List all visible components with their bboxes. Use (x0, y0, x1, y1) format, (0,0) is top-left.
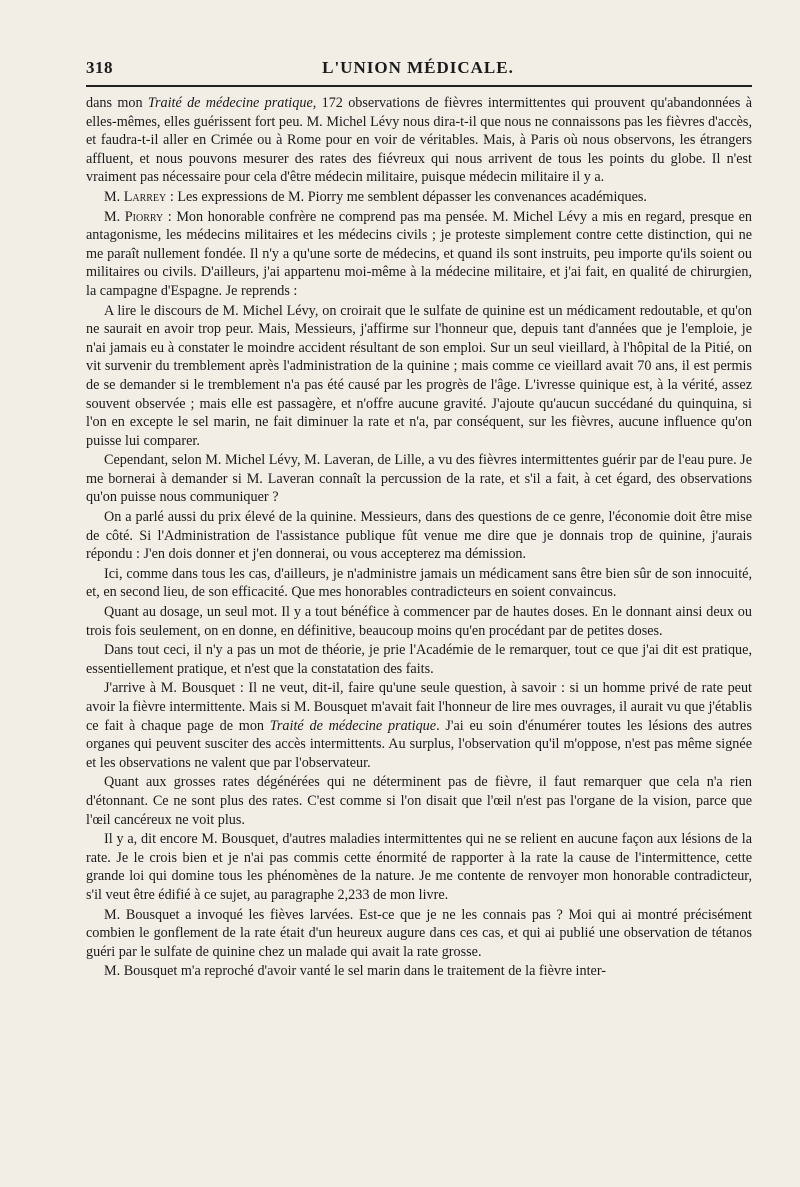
paragraph: Ici, comme dans tous les cas, d'ailleurs, je n'administre jamais un médicament sans être bien sûr de son innocuité, et, en second lieu, de son efficacité. Que mes honorables contradicteurs en soient convaincus. (86, 565, 752, 601)
paragraph: Il y a, dit encore M. Bousquet, d'autres maladies intermittentes qui ne se relient en aucune façon aux lésions de la rate. Je le crois bien et je n'ai pas commis cette énormité de rapporter à la rate la cause de l'intermittence, cette grande loi qui domine tous les phénomènes de la nature. Je me contente de renvoyer mon honorable contradicteur, s'il veut être édifié à ce sujet, au paragraphe 2,233 de mon livre. (86, 831, 752, 903)
paragraph: Quant au dosage, un seul mot. Il y a tout bénéfice à commencer par de hautes doses. En le donnant ainsi deux ou trois fois seulement, on en donne, en définitive, beaucoup moins qu'en procédant par de petites doses. (86, 604, 752, 639)
paragraph-text: dans mon (86, 95, 148, 111)
paragraph: M. Bousquet m'a reproché d'avoir vanté le sel marin dans le traitement de la fièvre inter- (104, 963, 606, 980)
paragraph: Cependant, selon M. Michel Lévy, M. Laveran, de Lille, a vu des fièvres intermittentes guérir par de l'eau pure. Je me bornerai à demander si M. Laveran connaît la percussion de la rate, et s'il a fait, à cet égard, des observations qu'on puisse nous communiquer ? (86, 452, 752, 506)
journal-title: L'UNION MÉDICALE. (322, 58, 514, 77)
paragraph (86, 94, 752, 187)
book-title: Traité de médecine pratique (269, 717, 437, 734)
header-rule (86, 85, 752, 87)
book-title: Traité de médecine pratique (147, 95, 313, 111)
paragraph: Dans tout ceci, il n'y a pas un mot de théorie, je prie l'Académie de le remarquer, tout ce que j'ai dit est pratique, essentiellement pratique, et n'est que la constatation des faits. (86, 642, 752, 677)
speaker-name: M. Larrey (104, 188, 167, 205)
paragraph-text: : Les expressions de M. Piorry me semblent dépasser les convenances académiques. (166, 188, 647, 205)
paragraph (86, 208, 752, 301)
paragraph-text: . J'ai eu soin d'énumérer toutes les lésions des autres organes qui peuvent susciter des accès intermittents. Au surplus, l'observation qu'il m'oppose, n'est pas même signée et les observations ne valent que par l'observateur. (86, 717, 752, 771)
paragraph-text: , 172 observations de fièvres intermittentes qui prouvent qu'abandonnées à elles-mêmes, elles guérissent fort peu. M. Michel Lévy nous dira-t-il que nous ne connaissons pas les fièvres d'accès, et faudra-t-il aller en Crimée ou à Rome pour en voir de véritables. Mais, à Paris où nous observons, les étrangers affluent, et nous pouvons mesurer des rates des fiévreux qui nous arrivent de tous les points du globe. Il n'est vraiment pas nécessaire pour cela d'être médecin militaire, puisque médecin militaire il y a. (86, 95, 752, 186)
article-body (86, 94, 752, 982)
paragraph-text: J'arrive à M. Bousquet : Il ne veut, dit-il, faire qu'une seule question, à savoir : si un homme privé de rate peut avoir la fièvre intermittente. Mais si M. Bousquet m'avait fait l'honneur de lire mes ouvrages, il aurait vu que j'établis ce fait à chaque page de mon (86, 680, 752, 734)
speaker-name: M. Piorry (104, 208, 164, 225)
paragraph: M. Bousquet a invoqué les fièves larvées. Est-ce que je ne les connais pas ? Moi qui ai montré précisément combien le gonflement de la rate était d'un heureux augure dans ces cas, et qui ai publié une observation de tétanos guéri par le sulfate de quinine chez un malade qui avait la rate grosse. (86, 906, 752, 960)
paragraph: Quant aux grosses rates dégénérées qui ne déterminent pas de fièvre, il faut remarquer que cela n'a rien d'étonnant. Ce ne sont plus des rates. C'est comme si l'on disait que l'œil n'est pas l'organe de la vision, parce que l'œil cancéreux ne voit plus. (86, 774, 752, 828)
paragraph: On a parlé aussi du prix élevé de la quinine. Messieurs, dans des questions de ce genre, l'économie doit être mise de côté. Si l'Administration de l'assistance publique fût venue me dire que je donnais trop de quinine, j'aurais répondu : J'en dois donner et j'en donnerai, ou vous accepterez ma démission. (86, 509, 752, 563)
page-number: 318 (86, 58, 113, 77)
paragraph (86, 679, 752, 772)
paragraph (86, 188, 752, 207)
paragraph: A lire le discours de M. Michel Lévy, on croirait que le sulfate de quinine est un médicament redoutable, et qu'on ne saurait en avoir trop peur. Mais, Messieurs, j'affirme sur l'honneur que, depuis tant d'années que je l'emploie, je n'ai jamais eu à constater le moindre accident résultant de son emploi. Sur un seul vieillard, à l'hôpital de la Pitié, on vit survenir du tremblement après l'administration de la quinine ; mais comme ce vieillard avait 70 ans, il est permis de se demander si le tremblement n'a pas été causé par les progrès de l'âge. L'ivresse quinique est, à la vérité, assez souvent observée ; mais elle est passagère, et n'offre aucune gravité. J'ajoute qu'aucun succédané du quinquina, si l'on en excepte le sel marin, ne fait diminuer la rate et n'a, par conséquent, sur les fièvres, aucune influence qu'on puisse lui comparer. (86, 302, 752, 449)
page-header (86, 52, 750, 82)
paragraph-text: : Mon honorable confrère ne comprend pas ma pensée. M. Michel Lévy a mis en regard, presque en antagonisme, les médecins militaires et les médecins civils ; je proteste simplement contre cette distinction, qui ne me paraît nullement fondée. Il n'y a qu'une sorte de médecins, et quand ils sont instruits, peu importe qu'ils soient ou militaires ou civils. D'ailleurs, j'ai appartenu moi-même à la médecine militaire, et j'ai fait, en qualité de chirurgien, la campagne d'Espagne. Je reprends : (86, 208, 752, 299)
